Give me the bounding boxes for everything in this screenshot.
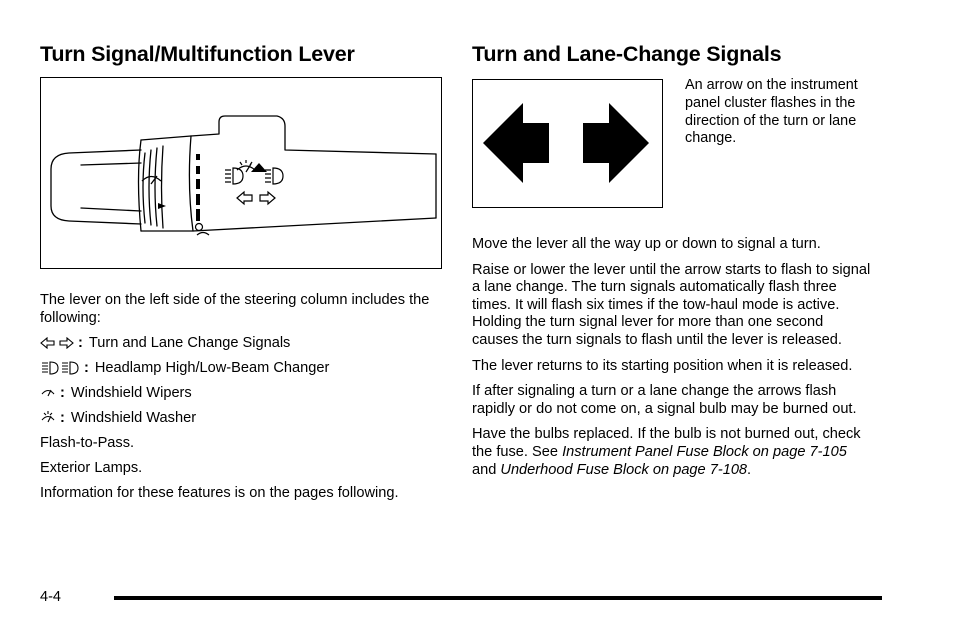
feature-item-washer: : Windshield Washer [40,410,445,428]
paragraph-lane-change: Raise or lower the lever until the arrow starts to flash to signal a lane change. The turn signals automatically flash three times. It will flash six times if the tow-haul mode is active. Holding the turn signal lever for more than one second causes the turn signals to flash until the lever is released. [472,261,871,348]
feature-item-turn-signals: : Turn and Lane Change Signals [40,335,445,353]
info-text: Information for these features is on the pages following. [40,484,399,501]
caption-text: An arrow on the instrument panel cluster flashes in the direction of the turn or lane change. [685,77,858,147]
turn-signal-description [472,236,872,487]
windshield-wiper-icon [40,386,56,400]
lever-intro: The lever on the left side of the steering column includes the following: [40,292,430,326]
right-column [472,40,872,478]
feature-label: Headlamp High/Low-Beam Changer [94,359,330,376]
paragraph-bulb-out: If after signaling a turn or a lane change the arrows flash rapidly or do not come on, a signal bulb may be burned out. [472,383,857,417]
turn-signal-arrows-icon [40,337,74,349]
windshield-washer-icon [40,410,56,426]
left-turn-arrow-icon [483,103,549,183]
lever-drawing [41,78,440,267]
exterior-lamps-text: Exterior Lamps. [40,459,143,476]
lever-description [40,292,445,510]
left-column [40,40,445,501]
paragraph-lever-return: The lever returns to its starting position when it is released. [472,357,853,374]
flash-to-pass-text: Flash-to-Pass. [40,434,135,451]
paragraph-signal-turn: Move the lever all the way up or down to signal a turn. [472,236,821,252]
turn-arrows-illustration [472,79,663,208]
feature-item-headlamp-beam: : Headlamp High/Low-Beam Changer [40,360,445,378]
feature-item-wipers: : Windshield Wipers [40,385,445,403]
footer-rule [114,596,882,600]
cross-reference-instrument-panel-fuse: Instrument Panel Fuse Block on page 7-105 [562,443,847,460]
section-heading-turn-signals: Turn and Lane-Change Signals [472,42,782,66]
headlamp-beam-icon [40,360,80,376]
feature-label: Windshield Wipers [70,384,192,401]
arrow-caption [685,77,875,148]
paragraph-fuse: Have the bulbs replaced. If the bulb is not burned out, check the fuse. See Instrument Panel Fuse Block on page 7-105 and Underhood Fuse Block on page 7-108. [472,426,861,478]
cross-reference-underhood-fuse: Underhood Fuse Block on page 7-108 [500,461,748,478]
lever-illustration [40,77,442,269]
feature-label: Turn and Lane Change Signals [88,334,291,351]
feature-label: Windshield Washer [70,409,197,426]
right-turn-arrow-icon [583,103,649,183]
page-number: 4-4 [40,589,61,605]
section-heading-multifunction-lever: Turn Signal/Multifunction Lever [40,42,355,66]
